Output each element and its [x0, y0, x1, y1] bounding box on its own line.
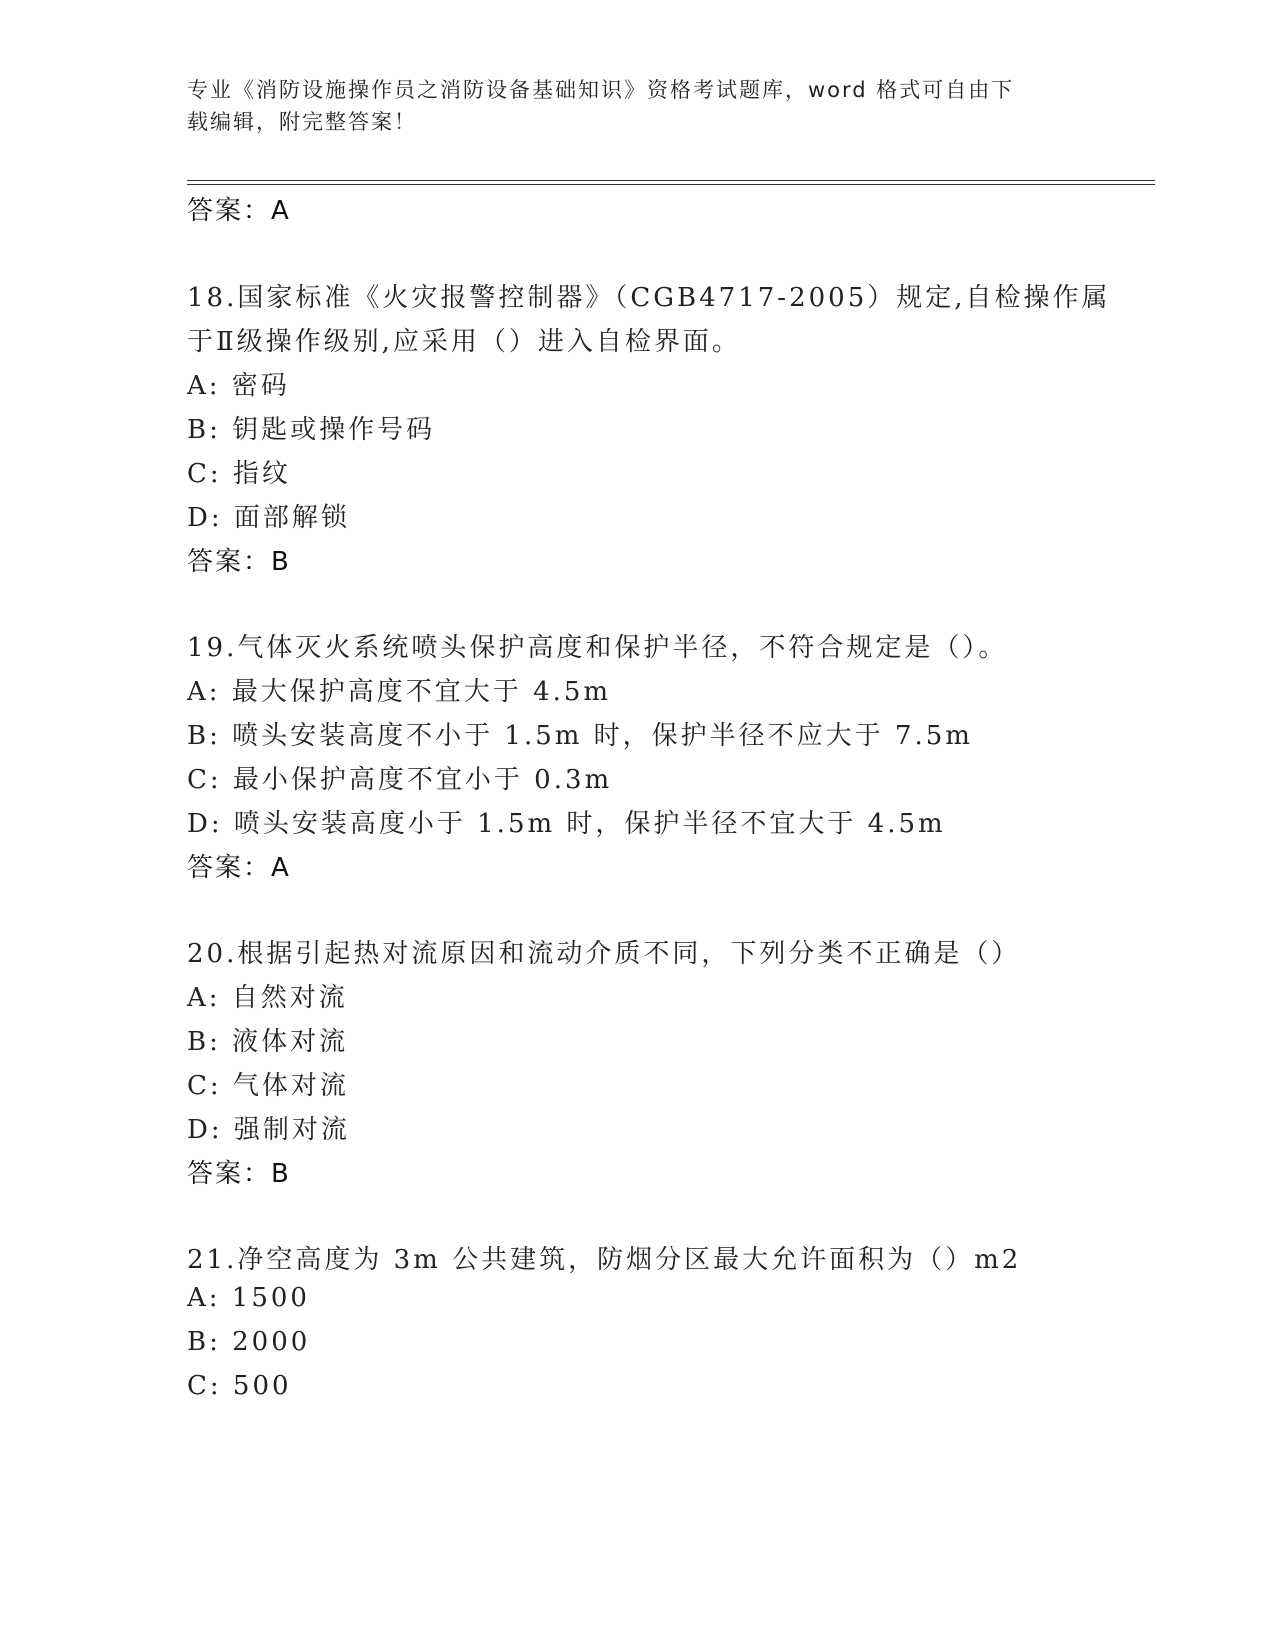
question-18-option-b: B: 钥匙或操作号码: [187, 415, 436, 445]
question-19-stem: 19.气体灭火系统喷头保护高度和保护半径，不符合规定是（）。: [187, 633, 1008, 663]
question-18-option-a: A: 密码: [187, 371, 290, 401]
question-19-option-d: D: 喷头安装高度小于 1.5m 时，保护半径不宜大于 4.5m: [187, 809, 946, 839]
question-20-answer: 答案：B: [187, 1159, 291, 1189]
header-divider-top: [187, 180, 1155, 181]
question-18-option-d: D: 面部解锁: [187, 503, 350, 533]
question-18-answer: 答案：B: [187, 547, 291, 577]
header-divider-bottom: [187, 184, 1155, 185]
question-20-stem: 20.根据引起热对流原因和流动介质不同，下列分类不正确是（）: [187, 939, 1021, 969]
question-19-option-b: B: 喷头安装高度不小于 1.5m 时，保护半径不应大于 7.5m: [187, 721, 973, 751]
question-18-stem-line-1: 18.国家标准《火灾报警控制器》（CGB4717-2005）规定,自检操作属: [187, 283, 1111, 313]
question-19-answer: 答案：A: [187, 853, 291, 883]
question-21-option-a: A: 1500: [187, 1283, 310, 1313]
previous-answer: 答案：A: [187, 196, 291, 226]
question-20-option-a: A: 自然对流: [187, 983, 348, 1013]
question-20-option-c: C: 气体对流: [187, 1071, 349, 1101]
question-19-option-a: A: 最大保护高度不宜大于 4.5m: [187, 677, 612, 707]
question-18-option-c: C: 指纹: [187, 459, 291, 489]
header-line-1: 专业《消防设施操作员之消防设备基础知识》资格考试题库，word 格式可自由下: [187, 78, 1015, 102]
document-header: [187, 74, 1087, 138]
question-21-option-b: B: 2000: [187, 1327, 311, 1357]
question-18-stem-line-2: 于Ⅱ级操作级别,应采用（）进入自检界面。: [187, 327, 741, 357]
question-19-option-c: C: 最小保护高度不宜小于 0.3m: [187, 765, 613, 795]
question-21-option-c: C: 500: [187, 1371, 292, 1401]
question-21-stem: 21.净空高度为 3m 公共建筑，防烟分区最大允许面积为（）m2: [187, 1245, 1022, 1275]
question-20-option-b: B: 液体对流: [187, 1027, 349, 1057]
question-20-option-d: D: 强制对流: [187, 1115, 350, 1145]
header-line-2: 载编辑，附完整答案！: [187, 110, 417, 134]
